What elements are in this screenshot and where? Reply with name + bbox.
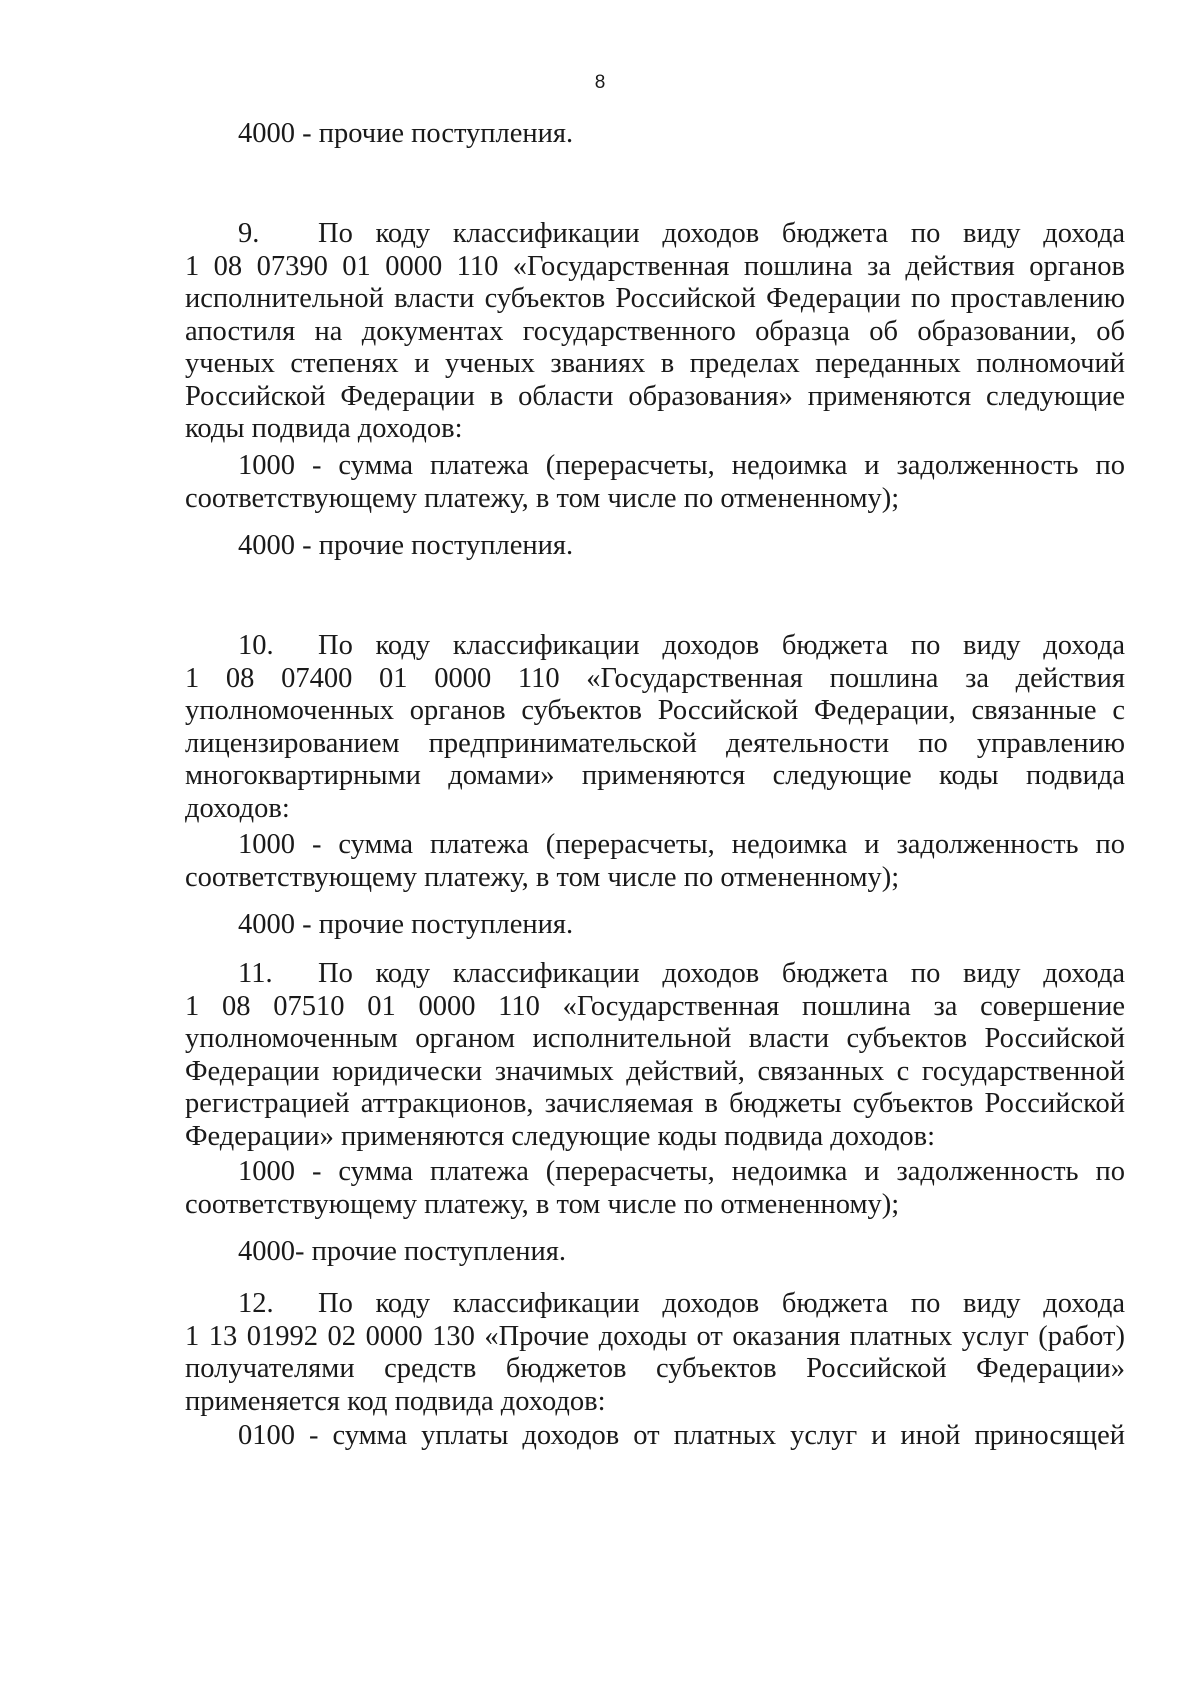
list-item-line: 1000 - сумма платежа (перерасчеты, недоимка и задолженность по: [238, 1156, 1125, 1187]
section-number: 12.: [238, 1288, 274, 1319]
section-line: исполнительной власти субъектов Российской Федерации по проставлению: [185, 283, 1125, 314]
section-10-item-other: 4000 - прочие поступления.: [238, 909, 574, 940]
section-12-item-payment: [185, 1420, 1125, 1453]
list-item-line: соответствующему платежу, в том числе по отмененному);: [185, 482, 900, 514]
section-line: доходов:: [185, 792, 290, 824]
section-line: Российской Федерации в области образования» применяются следующие: [185, 380, 1125, 412]
section-line: коды подвида доходов:: [185, 413, 463, 444]
section-line: уполномоченным органом исполнительной власти субъектов Российской: [185, 1023, 1125, 1054]
section-9: [185, 218, 1125, 446]
section-line: регистрацией аттракционов, зачисляемая в бюджеты субъектов Российской: [185, 1088, 1125, 1119]
list-item-line: 1000 - сумма платежа (перерасчеты, недоимка и задолженность по: [238, 450, 1125, 481]
section-line: лицензированием предпринимательской деятельности по управлению: [185, 727, 1125, 759]
section-12: [185, 1288, 1125, 1418]
section-number: 11.: [238, 958, 273, 989]
list-item-line: 0100 - сумма уплаты доходов от платных услуг и иной приносящей: [238, 1420, 1125, 1451]
section-line: Федерации» применяются следующие коды подвида доходов:: [185, 1120, 936, 1152]
section-line: многоквартирными домами» применяются следующие коды подвида: [185, 760, 1125, 791]
section-line: 1 13 01992 02 0000 130 «Прочие доходы от оказания платных услуг (работ): [185, 1320, 1125, 1352]
section-first-line: 11. По коду классификации доходов бюджета по виду дохода: [238, 958, 1125, 989]
section-line: ученых степенях и ученых званиях в пределах переданных полномочий: [185, 348, 1125, 379]
section-9-item-payment: [185, 450, 1125, 515]
section-11-item-payment: [185, 1156, 1125, 1221]
list-item-other-receipts: 4000 - прочие поступления.: [238, 118, 574, 149]
section-10-item-payment: [185, 829, 1125, 894]
section-number: 9.: [238, 218, 260, 249]
section-11-item-other: 4000- прочие поступления.: [238, 1236, 567, 1267]
section-10: [185, 630, 1125, 825]
section-line: 1 08 07510 01 0000 110 «Государственная пошлина за совершение: [185, 990, 1125, 1022]
section-line: применяется код подвида доходов:: [185, 1385, 606, 1417]
list-item-line: соответствующему платежу, в том числе по отмененному);: [185, 1188, 900, 1220]
section-line: получателями средств бюджетов субъектов Российской Федерации»: [185, 1353, 1125, 1384]
section-line: апостиля на документах государственного образца об образовании, об: [185, 315, 1125, 347]
section-9-item-other: 4000 - прочие поступления.: [238, 530, 574, 561]
section-line: 1 08 07390 01 0000 110 «Государственная пошлина за действия органов: [185, 250, 1125, 282]
section-first-line: 9. По коду классификации доходов бюджета по виду дохода: [238, 218, 1125, 249]
section-line: уполномоченных органов субъектов Российской Федерации, связанные с: [185, 695, 1125, 726]
section-first-line: 12. По коду классификации доходов бюджета по виду дохода: [238, 1288, 1125, 1319]
list-item-line: 1000 - сумма платежа (перерасчеты, недоимка и задолженность по: [238, 829, 1125, 860]
section-number: 10.: [238, 630, 274, 661]
section-line: Федерации юридически значимых действий, связанных с государственной: [185, 1055, 1125, 1087]
section-line: 1 08 07400 01 0000 110 «Государственная пошлина за действия: [185, 662, 1125, 694]
list-item-line: соответствующему платежу, в том числе по отмененному);: [185, 861, 900, 893]
section-first-line: 10. По коду классификации доходов бюджета по виду дохода: [238, 630, 1125, 661]
page-number: 8: [594, 72, 606, 93]
section-11: [185, 958, 1125, 1153]
